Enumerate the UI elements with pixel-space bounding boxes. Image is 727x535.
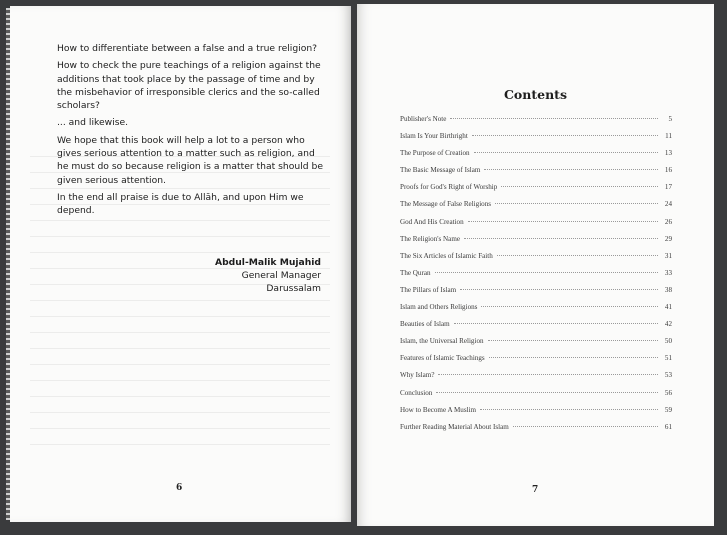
toc-entry-page: 59 — [664, 405, 672, 414]
toc-entry — [400, 406, 672, 423]
toc-entry-page: 17 — [664, 183, 672, 192]
toc-entry-page: 29 — [664, 234, 672, 243]
toc-leader-dots — [495, 203, 658, 204]
toc-leader-dots — [497, 255, 658, 256]
paragraph: In the end all praise is due to Allāh, and upon Him we depend. — [57, 191, 304, 217]
toc-entry-page: 26 — [664, 217, 672, 226]
signature-title: General Manager — [241, 270, 321, 281]
toc-entry-title: The Six Articles of Islamic Faith — [400, 251, 493, 260]
toc-leader-dots — [481, 306, 658, 307]
toc-entry — [400, 183, 672, 200]
contents-title: Contents — [503, 87, 567, 102]
toc-entry-page: 31 — [664, 251, 672, 260]
toc-leader-dots — [488, 340, 658, 341]
toc-entry — [400, 149, 672, 166]
toc-entry-page: 41 — [664, 303, 672, 312]
toc-entry — [400, 303, 672, 320]
toc-entry — [400, 389, 672, 406]
signature-org: Darussalam — [266, 283, 321, 294]
paragraph: How to differentiate between a false and a true religion? — [57, 43, 318, 54]
toc-entry — [400, 337, 672, 354]
toc-entry-title: Further Reading Material About Islam — [400, 422, 509, 431]
toc-entry-title: Islam Is Your Birthright — [400, 132, 468, 141]
toc-entry — [400, 132, 672, 149]
toc-entry-page: 38 — [664, 285, 672, 294]
toc-leader-dots — [454, 323, 658, 324]
toc-leader-dots — [468, 221, 658, 222]
toc-entry — [400, 218, 672, 235]
toc-leader-dots — [484, 169, 658, 170]
toc-entry-title: The Message of False Religions — [400, 200, 492, 209]
paragraph: ... and likewise. — [57, 117, 129, 129]
toc-entry-page: 16 — [664, 166, 672, 175]
toc-entry — [400, 115, 672, 132]
toc-entry-page: 42 — [664, 320, 672, 329]
toc-entry-page: 24 — [664, 200, 672, 209]
toc-entry — [400, 354, 672, 371]
toc-leader-dots — [438, 374, 658, 375]
toc-entry — [400, 371, 672, 388]
toc-leader-dots — [472, 135, 658, 136]
toc-entry — [400, 252, 672, 269]
toc-leader-dots — [464, 238, 658, 239]
toc-leader-dots — [460, 289, 658, 290]
toc-entry-title: Conclusion — [400, 388, 433, 397]
toc-entry-page: 33 — [664, 268, 672, 277]
toc-entry — [400, 320, 672, 337]
toc-entry-page: 53 — [664, 371, 672, 380]
toc-leader-dots — [474, 152, 658, 153]
signature-block — [215, 256, 321, 295]
toc-entry-title: Why Islam? — [400, 371, 435, 380]
toc-entry-title: Beauties of Islam — [400, 320, 450, 329]
toc-leader-dots — [480, 409, 658, 410]
right-page — [357, 4, 714, 526]
toc-entry-title: God And His Creation — [400, 217, 464, 226]
toc-entry-title: Publisher's Note — [400, 115, 447, 123]
paragraph: How to check the pure teachings of a religion against the additions that took place by the passage of time and by the misbehavior of irresponsible clerics and the so-called scholars? — [57, 60, 321, 112]
toc-leader-dots — [450, 118, 658, 119]
left-page — [10, 6, 351, 522]
toc-entry — [400, 286, 672, 303]
toc-entry — [400, 423, 672, 440]
toc-entry-title: How to Become A Muslim — [400, 405, 477, 414]
toc-leader-dots — [501, 186, 658, 187]
toc-entry-page: 5 — [668, 115, 672, 123]
toc-entry — [400, 166, 672, 183]
toc-entry-page: 56 — [664, 388, 672, 397]
page-number: 6 — [176, 483, 183, 493]
toc-entry-title: Proofs for God's Right of Worship — [400, 183, 498, 192]
toc-entry — [400, 235, 672, 252]
toc-leader-dots — [436, 392, 658, 393]
toc-entry — [400, 200, 672, 217]
page-number: 7 — [532, 485, 539, 495]
toc-entry-title: The Basic Message of Islam — [400, 166, 481, 175]
toc-entry-title: Islam, the Universal Religion — [400, 337, 484, 346]
toc-leader-dots — [435, 272, 658, 273]
toc-entry-page: 13 — [664, 149, 672, 158]
toc-leader-dots — [513, 426, 658, 427]
toc-entry — [400, 269, 672, 286]
toc-entry-title: Features of Islamic Teachings — [400, 354, 485, 363]
toc-entry-page: 50 — [664, 337, 672, 346]
paragraph: We hope that this book will help a lot to a person who gives serious attention to a matter such as religion, and he must do so because religion is a matter that should be given serious attention. — [57, 134, 323, 186]
toc-entry-page: 51 — [664, 354, 672, 363]
left-page-text — [57, 42, 325, 222]
toc-entry-title: The Quran — [400, 268, 431, 277]
table-of-contents — [400, 115, 672, 440]
toc-leader-dots — [489, 357, 658, 358]
signature-name: Abdul-Malik Mujahid — [214, 257, 321, 268]
toc-entry-title: The Purpose of Creation — [400, 149, 470, 158]
toc-entry-title: The Pillars of Islam — [400, 285, 457, 294]
toc-entry-page: 11 — [665, 132, 672, 141]
toc-entry-page: 61 — [664, 422, 672, 431]
toc-entry-title: The Religion's Name — [400, 234, 460, 243]
toc-entry-title: Islam and Others Religions — [400, 303, 478, 312]
